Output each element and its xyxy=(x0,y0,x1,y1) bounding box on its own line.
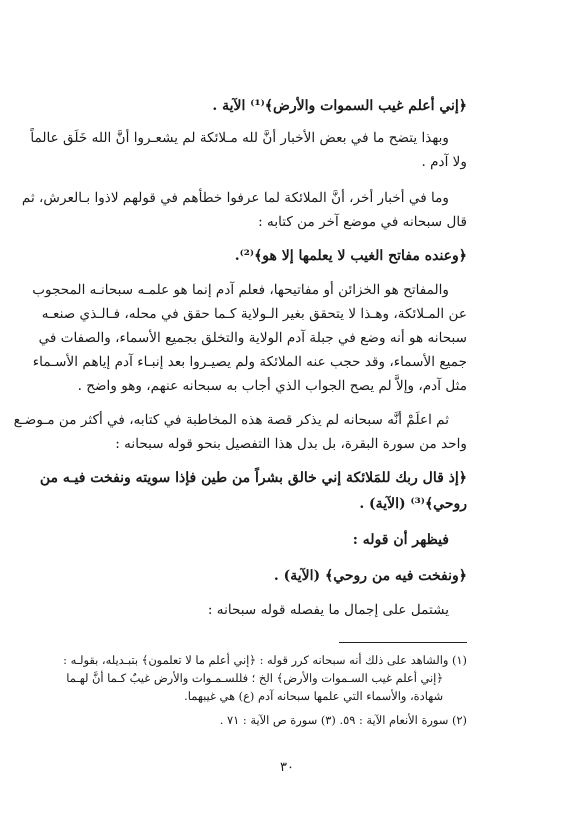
footnote-line: ﴿إني أعلم غيب السـموات والأرض﴾ الخ ؛ فللسـمـوات والأرض غيبٌ كـما أنَّ لهـما xyxy=(66,671,443,685)
paragraph-line: وبهذا يتضح ما في بعض الأخبار أنَّ لله مـلائكة لم يشعـروا أنَّ الله خَلَق عالماً xyxy=(30,130,449,146)
paragraph-line: قال سبحانه في موضع آخر من كتابه : xyxy=(258,214,467,230)
paragraph-line: مثل آدم، وإلاَّ لم يصح الجواب الذي أجاب به سبحانه عنهم، وهو واضح . xyxy=(77,378,467,394)
paragraph-line: ثم اعلَمْ أنَّه سبحانه لم يذكر قصة هذه المخاطبة في كتابه، في أكثر من مـوضـع xyxy=(13,412,449,428)
quran-verse-line: ﴿إذ قال ربك للمَلائكة إني خالق بشراً من طين فإذا سويته ونفخت فيـه من xyxy=(39,470,467,486)
paragraph-line: عن المـلائكة، وهـذا لا يتحقق بغير الـولاية كـما حقق في محله، فـالـذي صنعـه xyxy=(41,306,467,322)
paragraph-line: سبحانه هو أنه وضع في جبلة آدم الولاية والتخلق بجميع الأسماء، والصفات في xyxy=(38,330,467,346)
quran-verse-line: ﴿إني أعلم غيب السموات والأرض﴾⁽¹⁾ الآية . xyxy=(212,98,467,114)
paragraph-line: ولا آدم . xyxy=(421,154,467,170)
paragraph-line: واحد من سورة البقرة، بل بدل هذا التفصيل بنحو قوله سبحانه : xyxy=(115,436,467,452)
quran-verse-line: روحي﴾⁽³⁾ (الآية) . xyxy=(359,496,467,512)
quran-verse-line: ﴿ونفخت فيه من روحي﴾ (الآية) . xyxy=(273,568,467,584)
page-number: ٣٠ xyxy=(280,760,294,775)
quran-verse-line: ﴿وعنده مفاتح الغيب لا يعلمها إلا هو﴾⁽²⁾. xyxy=(234,248,467,264)
footnote-line: (١) والشاهد على ذلك أنه سبحانه كرر قوله : ﴿إني أعلم ما لا تعلمون﴾ بتبـديله، بقولـه : xyxy=(63,653,467,667)
paragraph-line: يشتمل على إجمال ما يفصله قوله سبحانه : xyxy=(207,602,449,618)
paragraph-line: جميع الأسماء، وقد حجب عنه الملائكة ولم يصيـروا بعد إنبـاء آدم إياهم الأسـماء xyxy=(32,354,467,370)
paragraph-line: والمفاتح هو الخزائن أو مفاتيحها، فعلم آدم إنما هو علمـه سبحانـه المحجوب xyxy=(32,282,449,298)
footnote-line: شهادة، والأسماء التي علمها سبحانه آدم (ع) هي غيبهما. xyxy=(184,689,443,703)
footnote-line: (٢) سورة الأنعام الآية : ٥٩. (٣) سورة ص الآية : ٧١ . xyxy=(219,713,467,727)
footnote-separator xyxy=(339,642,467,643)
paragraph-line: وما في أخبار أخر، أنَّ الملائكة لما عرفوا خطأهم في قولهم لاذوا بـالعرش، ثم xyxy=(21,190,449,206)
paragraph-line: فيظهر أن قوله : xyxy=(352,532,449,548)
